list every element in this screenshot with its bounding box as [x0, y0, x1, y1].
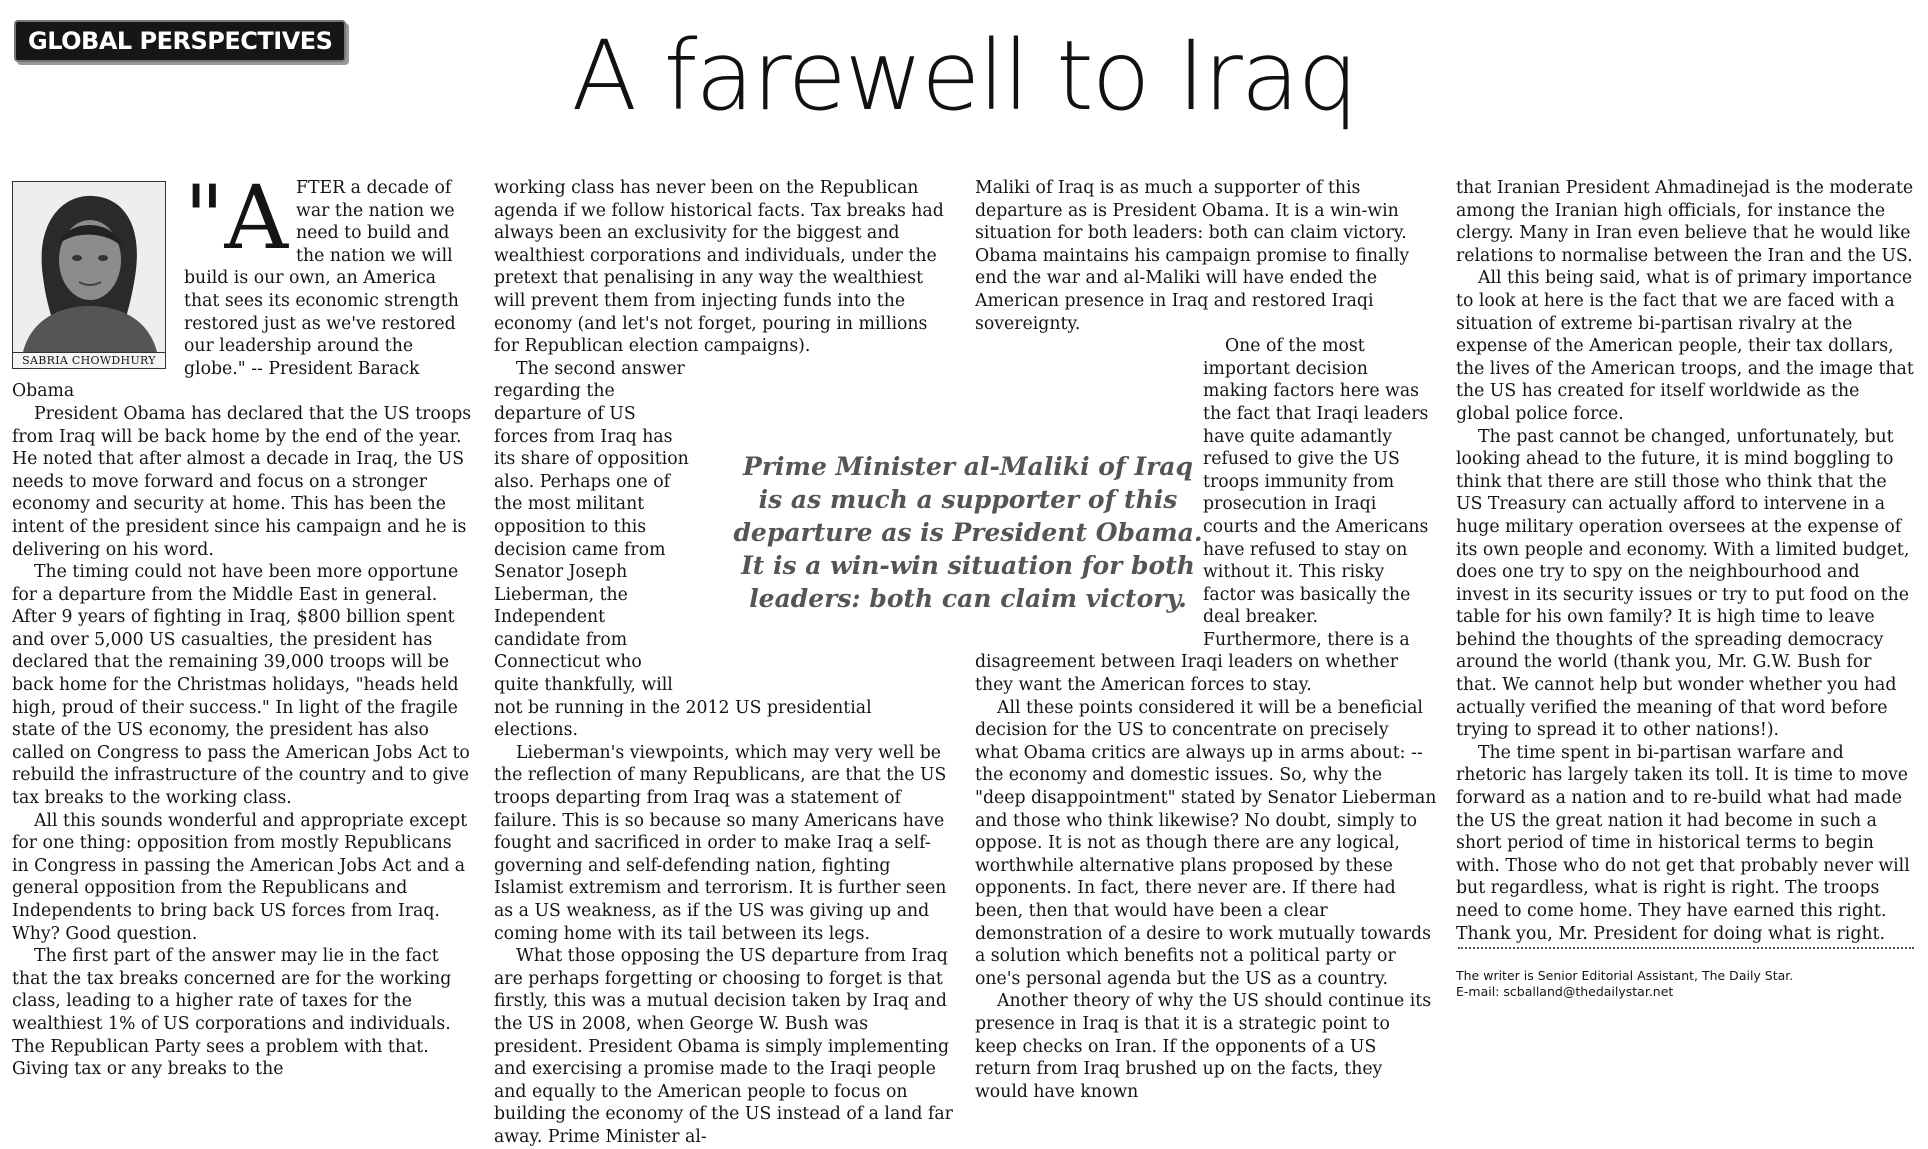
paragraph: The time spent in bi-partisan warfare and rhetoric has largely taken its toll. It is time to move forward as a nation and to re-build what had made the US the great nation it had become in such a short period of time in historical terms to begin with. Those who do not get that probably never will but regardless, what is right is right. The troops need to come home. They have earned this right. Thank you, Mr. President for doing what is right.	[1456, 742, 1910, 944]
paragraph: All these points considered it will be a beneficial decision for the US to concentrate on precisely what Obama critics are always up in arms about: -- the economy and domestic issues. So, why the "deep disappointment" stated by Senator Lieberman and those who think likewise? No doubt, simply to oppose. It is not as though there are any logical, worthwhile alternative plans proposed by these opponents. In fact, there never are. If there had been, then that would have been a clear demonstration of a desire to work mutually towards a solution which benefits not a political party or one's personal agenda but the US as a country.	[975, 697, 1437, 989]
author-bio	[1456, 968, 1916, 1000]
paragraph: Lieberman's viewpoints, which may very well be the reflection of many Republicans, are that the US troops departing from Iraq was a statement of failure. This is so because so many Americans have fought and sacrificed in order to make Iraq a self-governing and self-defending nation, fighting Islamist extremism and terrorism. It is further seen as a US weakness, as if the US was giving up and coming home with its tail between its legs.	[494, 742, 947, 944]
bio-line: The writer is Senior Editorial Assistant, The Daily Star.	[1456, 968, 1794, 983]
drop-cap: "A	[184, 166, 289, 269]
pull-quote: Prime Minister al-Maliki of Iraq is as much a supporter of this departure as is President Obama. It is a win-win situation for both leaders: both can claim victory.	[733, 452, 1203, 613]
author-caption: SABRIA CHOWDHURY	[13, 352, 165, 368]
article-column-4	[1456, 177, 1916, 1007]
author-photo	[12, 181, 166, 369]
article-column-1	[12, 166, 472, 1080]
headline: A farewell to Iraq	[571, 20, 1357, 132]
paragraph: The past cannot be changed, unfortunately, but looking ahead to the future, it is mind boggling to think that there are still those who think that the US Treasury can actually afford to intervene in a huge military operation oversees at the expense of its own people and economy. With a limited budget, does one try to spy on the neighbourhood and invest in its security issues or try to put food on the table for his own family? It is high time to leave behind the thoughts of the spreading democracy around the world (thank you, Mr. G.W. Bush for that. We cannot help but wonder whether you had actually verified the meaning of that word before trying to spread it to other nations!).	[1456, 426, 1910, 741]
paragraph: Maliki of Iraq is as much a supporter of this departure as is President Obama. It is a win-win situation for both leaders: both can claim victory. Obama maintains his campaign promise to finally end the war and al-Maliki will have ended the American presence in Iraq and restored Iraqi sovereignty.	[975, 178, 1410, 334]
paragraph: The second answer regarding the departure of US forces from Iraq has its share of opposition also. Perhaps one of the most militant opposition to this decision came from Senator Joseph Lieberman, the Independent candidate from Connecticut who quite thankfully, will not be running in the 2012 US presidential elections.	[494, 358, 872, 741]
paragraph: The timing could not have been more opportune for a departure from the Middle East in general. After 9 years of fighting in Iraq, $800 billion spent and over 5,000 US casualties, the president has declared that the remaining 39,000 troops will be back home for the Christmas holidays, "heads held high, proud of their success." In light of the fragile state of the US economy, the president has also called on Congress to pass the American Jobs Act to rebuild the infrastructure of the country and to give tax breaks to the working class.	[12, 562, 470, 809]
paragraph: working class has never been on the Republican agenda if we follow historical facts. Tax breaks had always been an exclusivity for the biggest and wealthiest corporations and individuals, under the pretext that penalising in any way the wealthiest will prevent them from injecting funds into the economy (and let's not forget, pouring in millions for Republican election campaigns).	[494, 178, 944, 357]
paragraph: One of the most important decision making factors here was the fact that Iraqi leaders have quite adamantly refused to give the US troops immunity from prosecution in Iraqi courts and the Americans have refused to stay on without it. This risky factor was basically the deal breaker. Furthermore, there is a disagreement between Iraqi leaders on whether they want the American forces to stay.	[975, 336, 1429, 696]
paragraph: that Iranian President Ahmadinejad is the moderate among the Iranian high officials, for instance the clergy. Many in Iran even believe that he would like relations to normalise between the Iran and the US.	[1456, 178, 1914, 266]
paragraph: What those opposing the US departure from Iraq are perhaps forgetting or choosing to forget is that firstly, this was a mutual decision taken by Iraq and the US in 2008, when George W. Bush was president. President Obama is simply implementing and exercising a promise made to the Iraqi people and equally to the American people to focus on building the economy of the US instead of a land far away. Prime Minister al-	[494, 946, 953, 1147]
bio-email: E-mail: scballand@thedailystar.net	[1456, 984, 1674, 999]
divider	[1458, 947, 1914, 949]
paragraph: Another theory of why the US should continue its presence in Iraq is that it is a strategic point to keep checks on Iran. If the opponents of a US return from Iraq brushed up on the facts, they would have known	[975, 991, 1432, 1102]
paragraph: All this sounds wonderful and appropriate except for one thing: opposition from mostly Republicans in Congress in passing the American Jobs Act and a general opposition from the Republicans and Independents to bring back US forces from Iraq. Why? Good question.	[12, 810, 468, 944]
paragraph: The first part of the answer may lie in the fact that the tax breaks concerned are for the working class, leading to a higher rate of taxes for the wealthiest 1% of US corporations and individuals. The Republican Party sees a problem with that. Giving tax or any breaks to the	[12, 946, 452, 1080]
section-tag: GLOBAL PERSPECTIVES	[14, 20, 346, 62]
paragraph: FTER a decade of war the nation we need to build and the nation we will build is our own, an America that sees its economic strength restored just as we've restored our leadership around the globe." -- President Barack Obama	[12, 178, 459, 402]
paragraph: President Obama has declared that the US troops from Iraq will be back home by the end of the year. He noted that after almost a decade in Iraq, the US needs to move forward and focus on a stronger economy and security at home. This has been the intent of the president since his campaign and he is delivering on his word.	[12, 403, 472, 560]
author-portrait-image	[13, 182, 165, 352]
paragraph: All this being said, what is of primary importance to look at here is the fact that we are faced with a situation of extreme bi-partisan rivalry at the expense of the American people, their tax dollars, the lives of the American troops, and the image that the US has created for itself worldwide as the global police force.	[1456, 268, 1914, 424]
